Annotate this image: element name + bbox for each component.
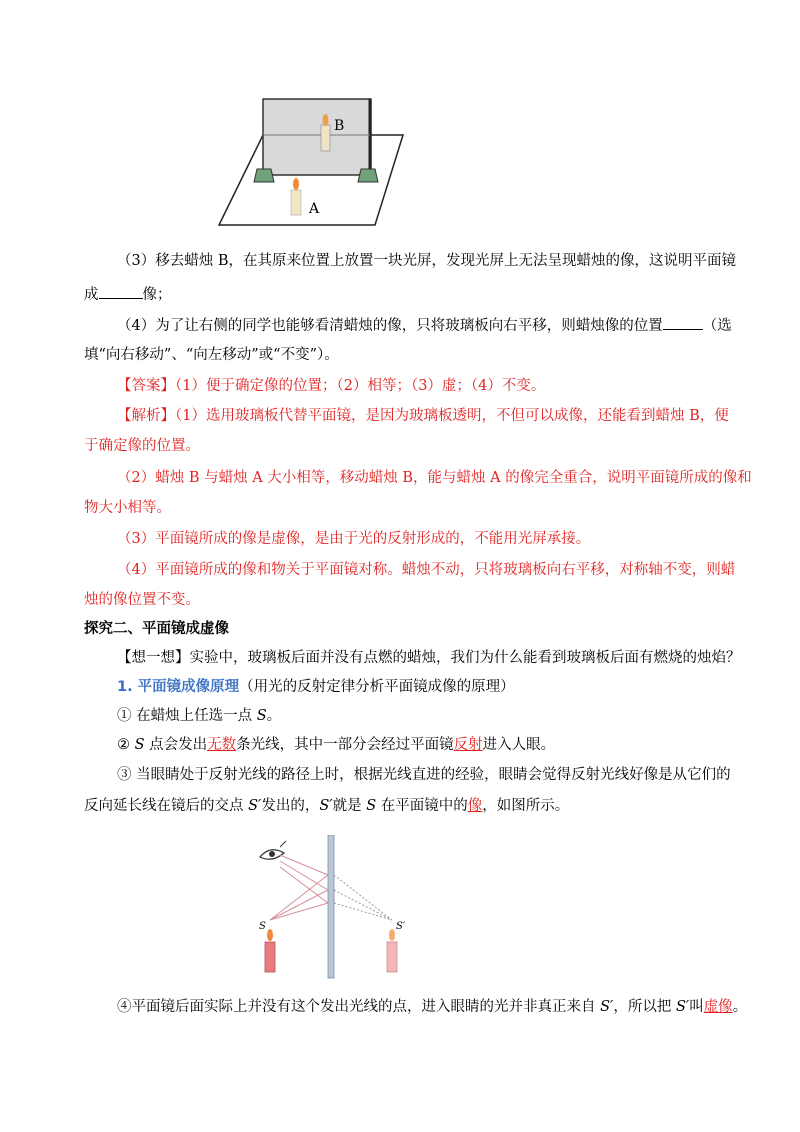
analysis-p4-line1: （4）平面镜所成的像和物关于平面镜对称。蜡烛不动，只将玻璃板向右平移，对称轴不变，则蜡 xyxy=(117,562,736,578)
point-s-label: S xyxy=(259,921,266,932)
analysis-p1-line1: 【解析】（1）选用玻璃板代替平面镜，是因为玻璃板透明，不但可以成像，还能看到蜡烛 B，便 xyxy=(117,408,729,424)
mirror-candle-figure xyxy=(215,95,415,230)
section2-title: 探究二、平面镜成虚像 xyxy=(84,621,229,637)
candle-a-label: A xyxy=(309,201,320,217)
ray-diagram-figure xyxy=(250,835,420,980)
step-3-line1: ③ 当眼睛处于反射光线的路径上时，根据光线直进的经验，眼睛会觉得反射光线好像是从它们的 xyxy=(117,767,731,783)
q3-line1: （3）移去蜡烛 B，在其原来位置上放置一块光屏，发现光屏上无法呈现蜡烛的像，这说明平面镜 xyxy=(117,253,736,269)
think-line: 【想一想】实验中，玻璃板后面并没有点燃的蜡烛，我们为什么能看到玻璃板后面有燃烧的烛焰？ xyxy=(117,650,741,666)
answer-line: 【答案】（1）便于确定像的位置；（2）相等；（3）虚；（4）不变。 xyxy=(117,378,546,394)
analysis-p1-line2: 于确定像的位置。 xyxy=(84,438,200,454)
step-2: ② S 点会发出无数条光线，其中一部分会经过平面镜反射进入人眼。 xyxy=(117,737,556,753)
point-s-prime-label: S′ xyxy=(396,921,406,932)
analysis-p4-line2: 烛的像位置不变。 xyxy=(84,592,200,608)
q4-line2: 填“向右移动”、“向左移动”或“不变”）。 xyxy=(84,347,339,363)
analysis-p2-line1: （2）蜡烛 B 与蜡烛 A 大小相等，移动蜡烛 B，能与蜡烛 A 的像完全重合，说明平面镜所成的像和 xyxy=(117,470,752,486)
q3-line2: 成 像； xyxy=(84,284,172,305)
step-1: ① 在蜡烛上任选一点 S。 xyxy=(117,708,282,724)
analysis-p3: （3）平面镜所成的像是虚像，是由于光的反射形成的，不能用光屏承接。 xyxy=(117,531,591,547)
analysis-p2-line2: 物大小相等。 xyxy=(84,500,171,516)
q4-line1: （4）为了让右侧的同学也能够看清蜡烛的像，只将玻璃板向右平移，则蜡烛像的位置 （选 xyxy=(117,315,732,336)
q4-blank[interactable] xyxy=(663,315,703,330)
candle-b-label: B xyxy=(334,118,345,134)
step-3-line2: 反向延长线在镜后的交点 S′发出的，S′就是 S 在平面镜中的像，如图所示。 xyxy=(84,798,570,814)
step-4: ④平面镜后面实际上并没有这个发出光线的点，进入眼睛的光并非真正来自 S′，所以把 S′叫虚像。 xyxy=(117,999,748,1015)
subsection-title: 1. 平面镜成像原理（用光的反射定律分析平面镜成像的原理） xyxy=(117,679,515,695)
q3-blank[interactable] xyxy=(99,284,143,299)
